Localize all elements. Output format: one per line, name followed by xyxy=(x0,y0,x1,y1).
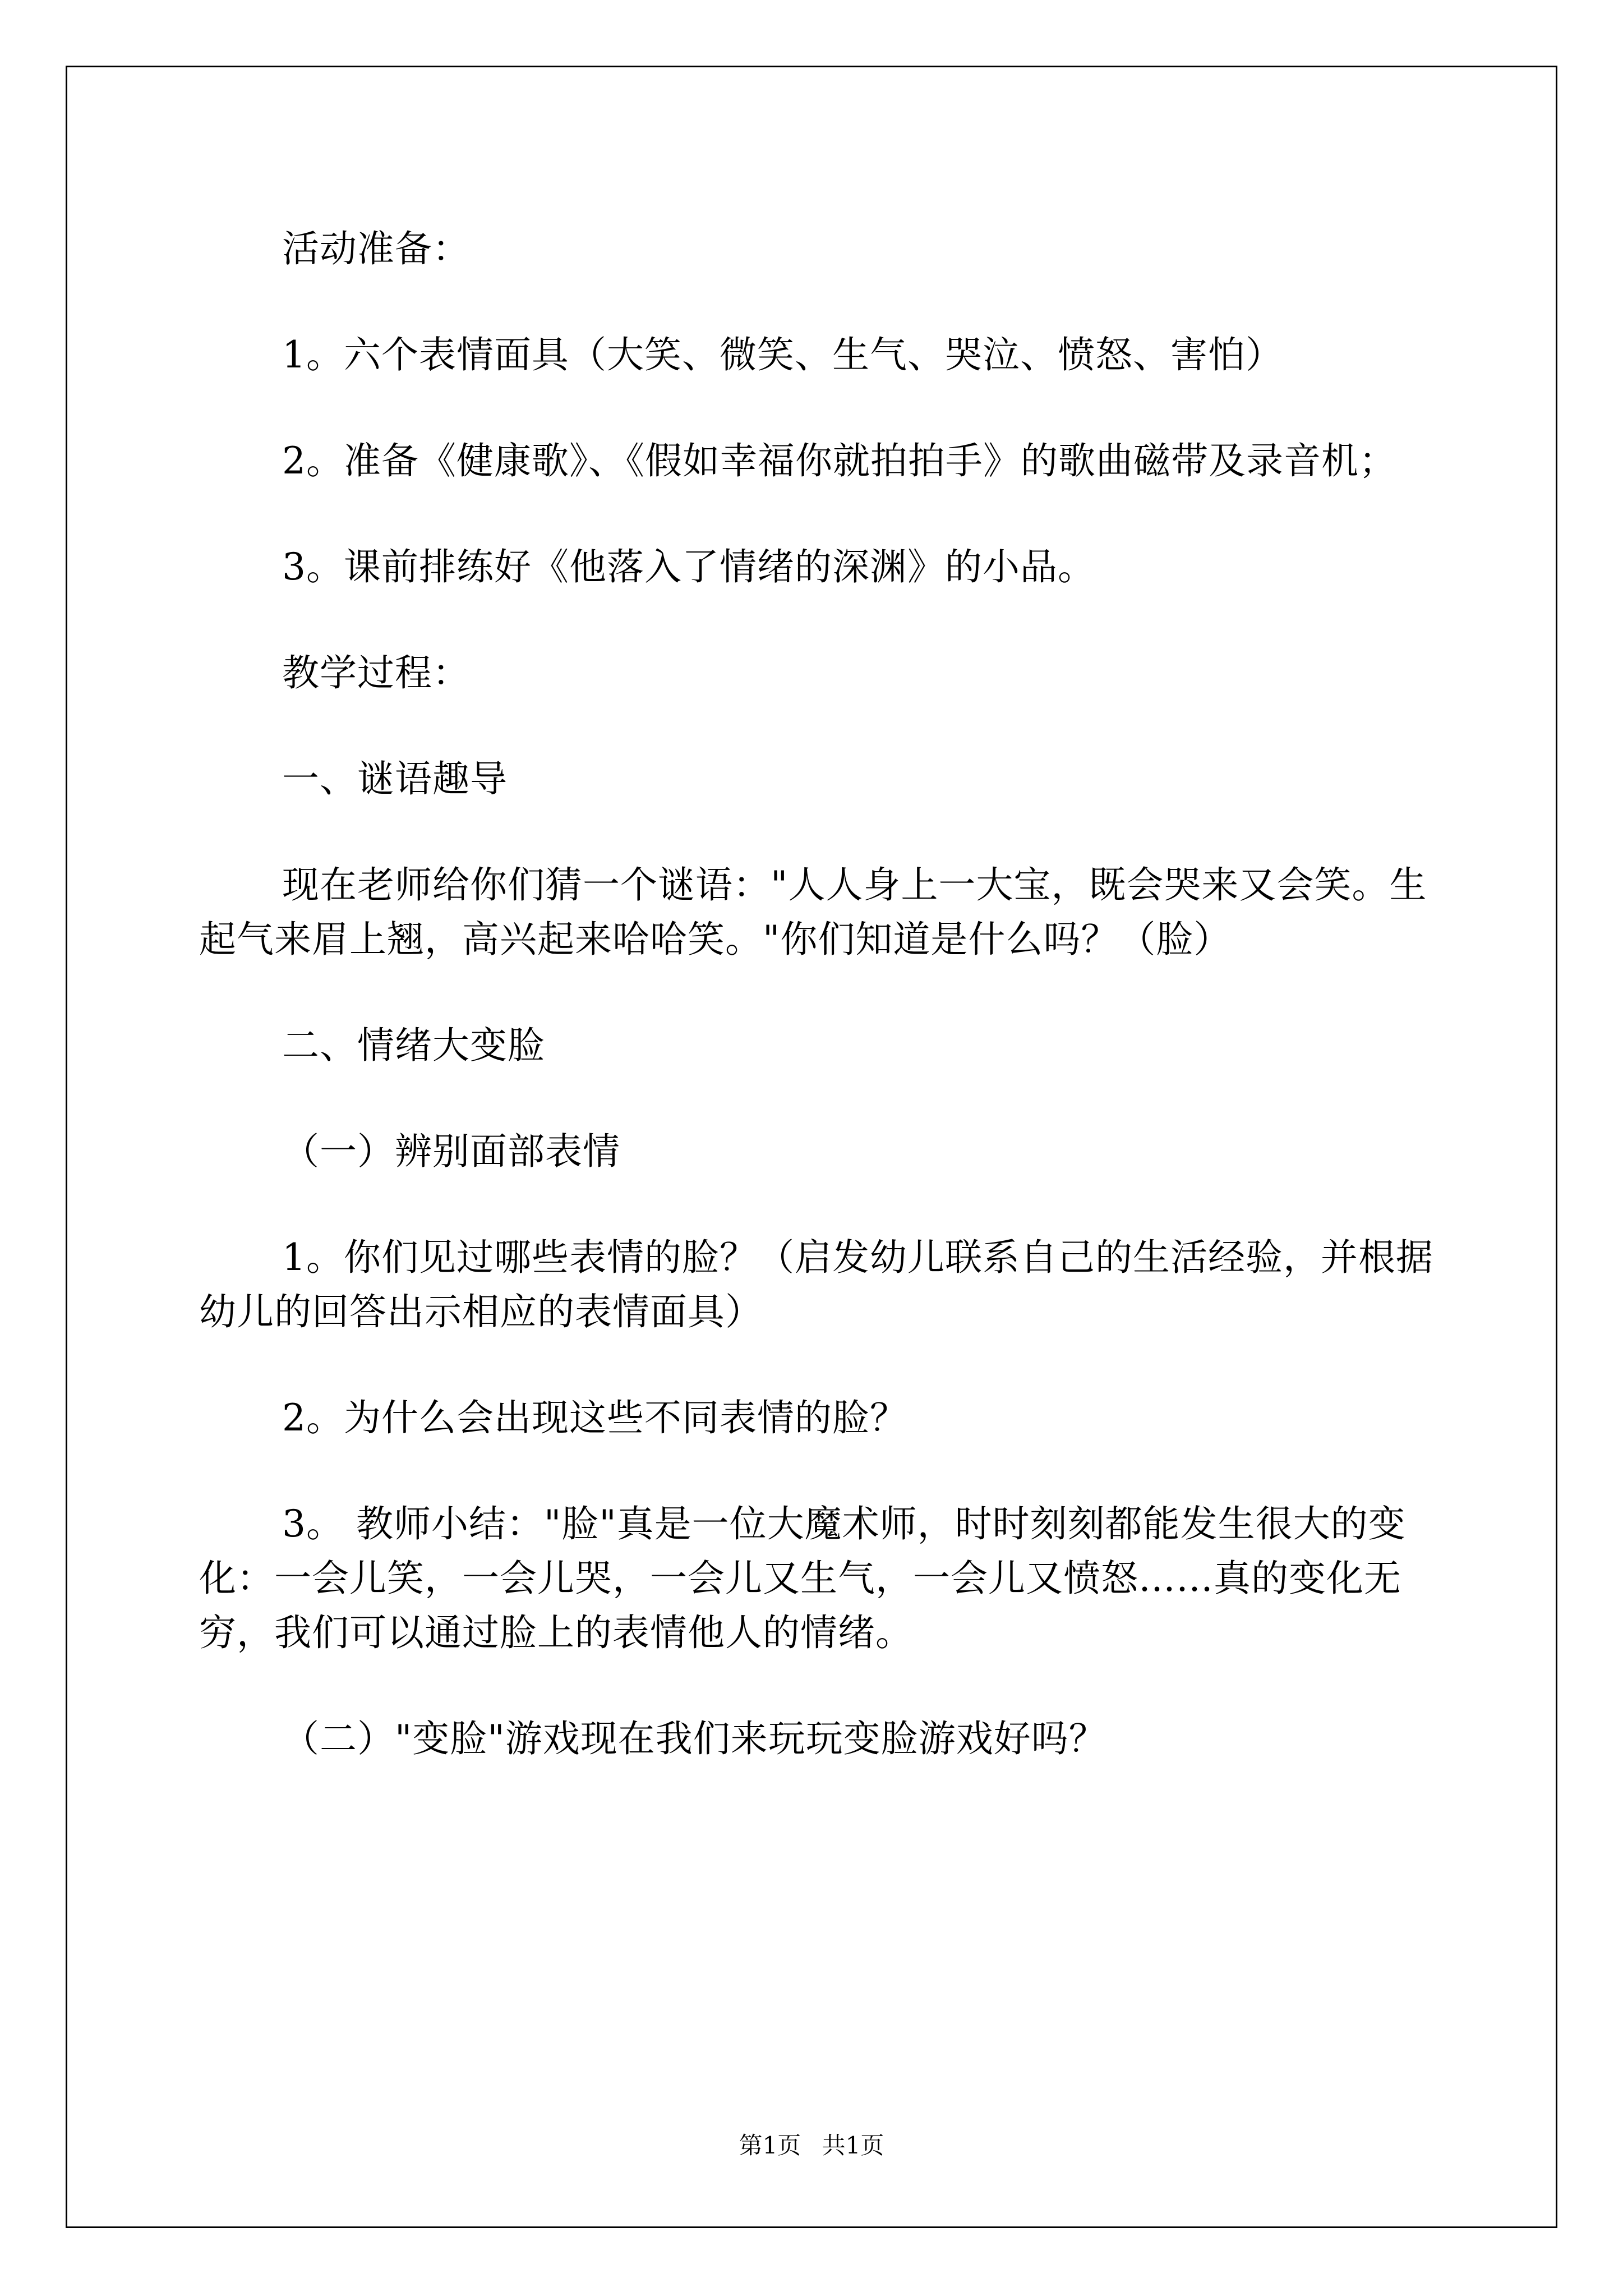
paragraph-prep-item-3: 3。课前排练好《他落入了情绪的深渊》的小品。 xyxy=(282,545,1095,588)
paragraph-section-2-heading: 二、情绪大变脸 xyxy=(282,1024,545,1067)
document-body xyxy=(199,222,1455,1818)
page-total: 共1页 xyxy=(822,2132,884,2159)
paragraph-question-2: 2。为什么会出现这些不同表情的脸？ xyxy=(282,1396,907,1439)
paragraph-prep-item-2: 2。准备《健康歌》、《假如幸福你就拍拍手》的歌曲磁带及录音机； xyxy=(282,439,1396,482)
paragraph-teacher-summary: 3。 教师小结："脸"真是一位大魔术师，时时刻刻都能发生很大的变化：一会儿笑，一会儿哭，一会儿又生气，一会儿又愤怒……真的变化无穷，我们可以通过脸上的表情他人的情绪。 xyxy=(199,1502,1406,1654)
paragraph-teaching-process-heading: 教学过程： xyxy=(282,651,470,694)
paragraph-prep-item-1: 1。六个表情面具（大笑、微笑、生气、哭泣、愤怒、害怕） xyxy=(282,333,1283,376)
paragraph-activity-prep-heading: 活动准备： xyxy=(282,227,470,270)
paragraph-section-1-heading: 一、谜语趣导 xyxy=(282,757,508,800)
page-number: 第1页 xyxy=(739,2132,801,2159)
paragraph-riddle: 现在老师给你们猜一个谜语："人人身上一大宝，既会哭来又会笑。生起气来眉上翘，高兴起来哈哈笑。"你们知道是什么吗？（脸） xyxy=(199,863,1427,961)
page-footer xyxy=(0,2132,1623,2160)
paragraph-subsection-2-heading: （二）"变脸"游戏现在我们来玩玩变脸游戏好吗？ xyxy=(282,1717,1106,1760)
paragraph-question-1: 1。你们见过哪些表情的脸？（启发幼儿联系自己的生活经验，并根据幼儿的回答出示相应的表情面具） xyxy=(199,1236,1433,1333)
paragraph-subsection-1-heading: （一）辨别面部表情 xyxy=(282,1130,620,1173)
